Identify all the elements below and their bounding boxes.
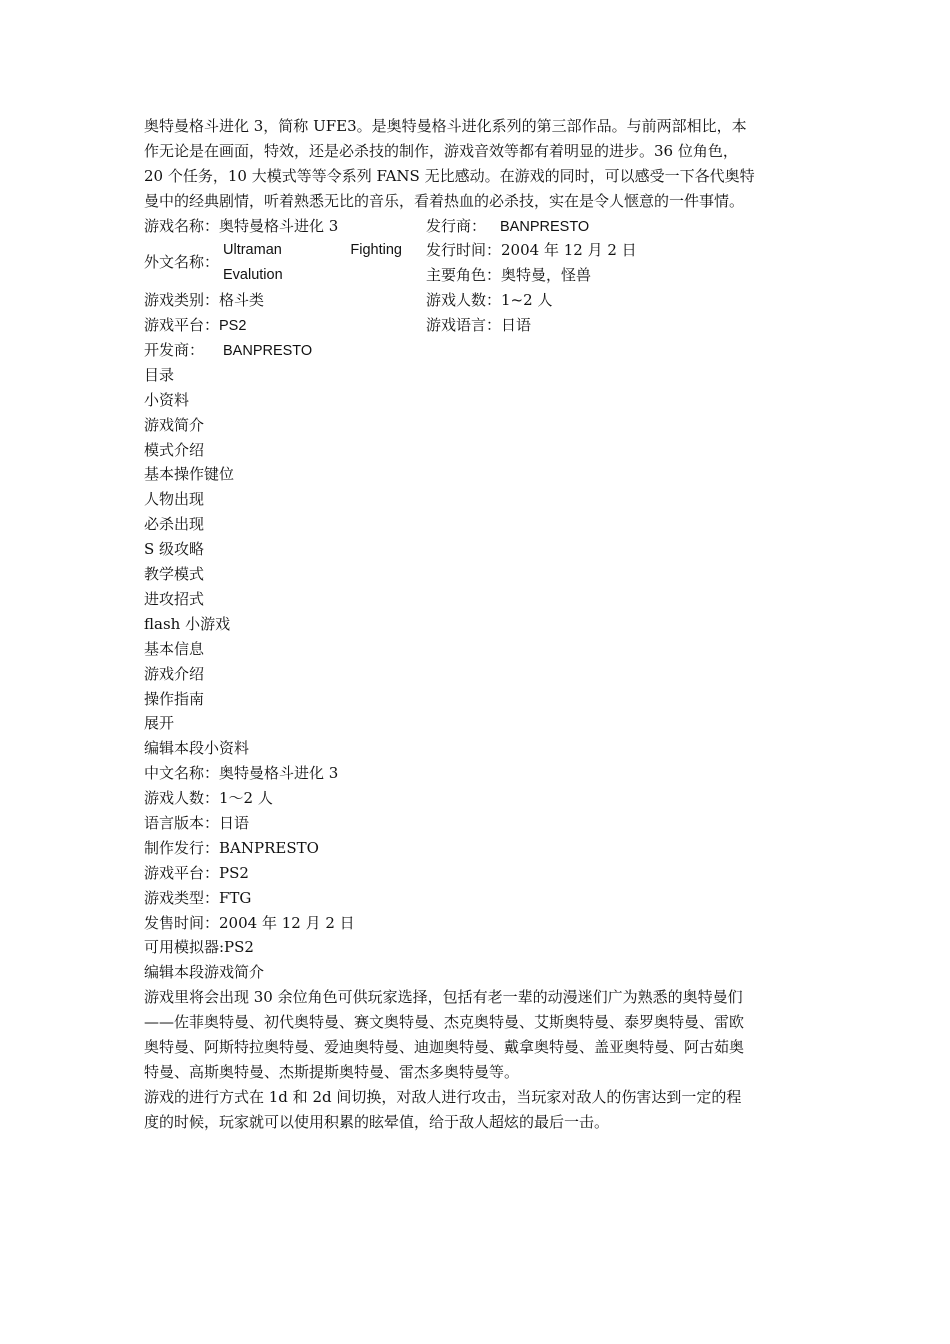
publisher-value: BANPRESTO (500, 218, 590, 235)
details-item: 语言版本：日语 (144, 813, 250, 832)
toc-item[interactable]: 教学模式 (144, 565, 205, 584)
toc-title: 目录 (144, 365, 175, 384)
players-value: 1~2 人 (501, 291, 553, 310)
details-section (144, 736, 808, 960)
toc-item[interactable]: 模式介绍 (144, 440, 205, 459)
details-item: 游戏平台：PS2 (144, 863, 249, 882)
genre-value: 格斗类 (219, 291, 265, 310)
details-item: 游戏类型：FTG (144, 888, 252, 907)
genre-label: 游戏类别： (144, 291, 220, 310)
foreign-name-field (144, 238, 414, 288)
summary-line: 特曼、高斯奥特曼、杰斯提斯奥特曼、雷杰多奥特曼等。 (144, 1062, 520, 1081)
game-name-field (144, 214, 414, 239)
players-label: 游戏人数： (426, 291, 502, 310)
genre-field (144, 288, 414, 313)
developer-field (144, 338, 414, 364)
summary-paragraph (144, 985, 808, 1085)
summary-paragraph (144, 1085, 808, 1135)
foreign-name-word: Ultraman (223, 242, 282, 259)
toc-item[interactable]: flash 小游戏 (144, 614, 231, 633)
intro-line: 作无论是在画面，特效，还是必杀技的制作，游戏音效等都有着明显的进步。36 位角色， (144, 141, 738, 160)
release-time-label: 发行时间： (426, 241, 502, 260)
summary-line: 游戏里将会出现 30 余位角色可供玩家选择，包括有老一辈的动漫迷们广为熟悉的奥特曼们 (144, 988, 743, 1007)
toc-item[interactable]: 游戏简介 (144, 415, 205, 434)
details-item: 发售时间：2004 年 12 月 2 日 (144, 913, 355, 932)
toc-expand-link[interactable]: 展开 (144, 714, 175, 733)
intro-line: 20 个任务，10 大模式等等令系列 FANS 无比感动。在游戏的同时，可以感受一下各代奥特 (144, 166, 755, 185)
summary-line: 游戏的进行方式在 1d 和 2d 间切换，对敌人进行攻击，当玩家对敌人的伤害达到一定的程 (144, 1087, 742, 1106)
details-item: 可用模拟器:PS2 (144, 938, 254, 957)
release-time-value: 2004 年 12 月 2 日 (501, 241, 637, 260)
toc-item[interactable]: 小资料 (144, 390, 190, 409)
language-label: 游戏语言： (426, 316, 502, 335)
summary-line: ——佐菲奥特曼、初代奥特曼、赛文奥特曼、杰克奥特曼、艾斯奥特曼、泰罗奥特曼、雷欧 (144, 1013, 745, 1032)
info-row (144, 338, 808, 363)
intro-line: 曼中的经典剧情，听着熟悉无比的音乐，看着热血的必杀技，实在是令人惬意的一件事情。 (144, 191, 745, 210)
details-heading: 编辑本段小资料 (144, 739, 250, 758)
language-field (426, 313, 808, 338)
details-item: 制作发行：BANPRESTO (144, 838, 319, 857)
details-item: 中文名称：奥特曼格斗进化 3 (144, 764, 339, 783)
main-roles-field (426, 263, 808, 288)
platform-field (144, 313, 414, 339)
release-time-field (426, 238, 808, 263)
game-name-value: 奥特曼格斗进化 3 (219, 216, 339, 235)
intro-line: 奥特曼格斗进化 3，简称 UFE3。是奥特曼格斗进化系列的第三部作品。与前两部相比，本 (144, 117, 747, 135)
developer-label: 开发商： (144, 341, 205, 360)
info-table (144, 214, 808, 363)
details-item: 游戏人数：1～2 人 (144, 789, 273, 808)
toc-item[interactable]: 基本信息 (144, 639, 205, 658)
foreign-name-label: 外文名称： (144, 253, 220, 272)
platform-value: PS2 (219, 318, 247, 335)
game-name-label: 游戏名称： (144, 216, 220, 235)
document-page (144, 114, 808, 1135)
toc-item[interactable]: 游戏介绍 (144, 664, 205, 683)
summary-section (144, 960, 808, 1134)
platform-label: 游戏平台： (144, 316, 220, 335)
publisher-field (426, 214, 808, 240)
developer-value: BANPRESTO (223, 343, 313, 360)
summary-heading: 编辑本段游戏简介 (144, 963, 265, 982)
main-roles-label: 主要角色： (426, 266, 502, 285)
foreign-name-word: Fighting (350, 242, 402, 259)
toc-item[interactable]: 必杀出现 (144, 515, 205, 534)
foreign-name-word: Evalution (223, 267, 283, 284)
publisher-label: 发行商： (426, 216, 487, 235)
table-of-contents (144, 363, 808, 736)
toc-item[interactable]: S 级攻略 (144, 540, 205, 559)
info-row (144, 313, 808, 338)
main-roles-value: 奥特曼，怪兽 (501, 266, 592, 285)
intro-paragraph (144, 114, 808, 214)
toc-item[interactable]: 进攻招式 (144, 589, 205, 608)
players-field (426, 288, 808, 313)
summary-line: 度的时候，玩家就可以使用积累的眩晕值，给于敌人超炫的最后一击。 (144, 1112, 610, 1131)
toc-item[interactable]: 操作指南 (144, 689, 205, 708)
info-row (144, 214, 808, 239)
info-row (144, 288, 808, 313)
toc-item[interactable]: 基本操作键位 (144, 465, 235, 484)
language-value: 日语 (501, 316, 532, 335)
toc-item[interactable]: 人物出现 (144, 490, 205, 509)
summary-line: 奥特曼、阿斯特拉奥特曼、爱迪奥特曼、迪迦奥特曼、戴拿奥特曼、盖亚奥特曼、阿古茹奥 (144, 1037, 745, 1056)
info-row (144, 238, 808, 288)
